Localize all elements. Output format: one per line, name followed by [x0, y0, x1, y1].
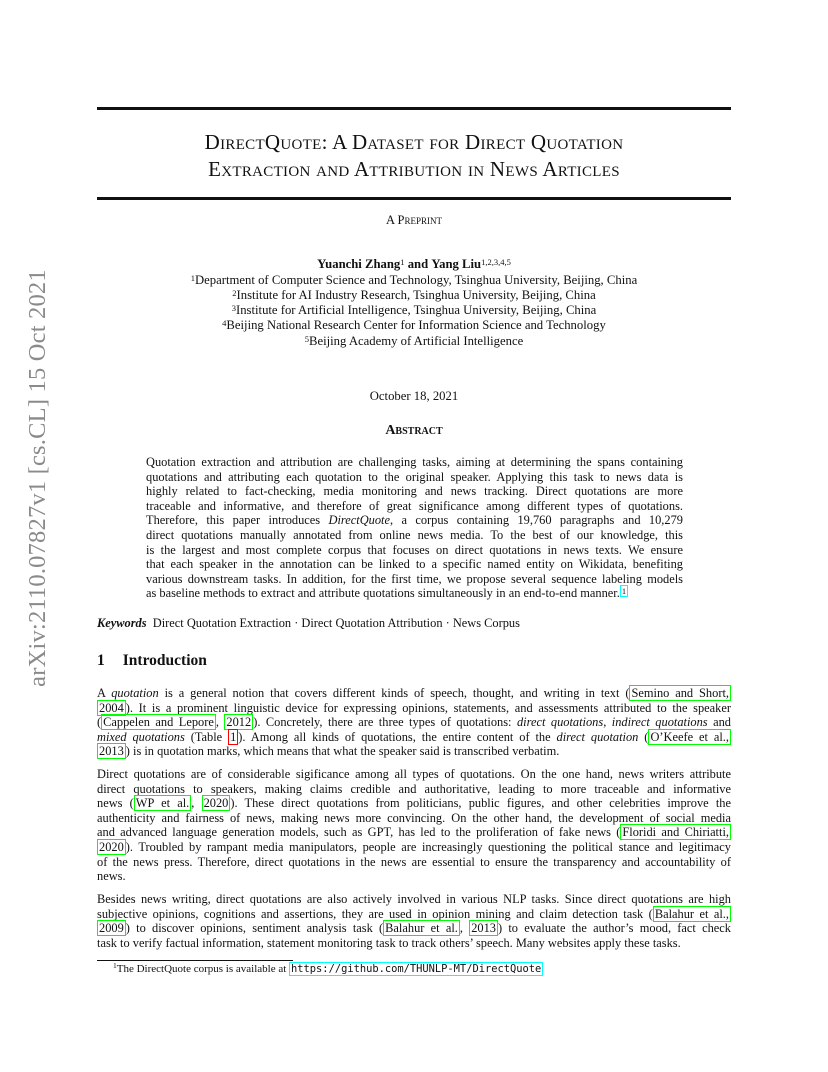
author-1: Yuanchi Zhang: [317, 257, 401, 271]
text: ,: [215, 715, 225, 730]
text: (: [97, 715, 102, 730]
citation-link[interactable]: 2004: [99, 700, 124, 715]
emphasis: indirect quotations: [611, 715, 708, 730]
abstract-line: [146, 513, 683, 528]
text: ,: [191, 796, 202, 811]
text: ). It is a prominent linguistic device for expressing opinions, statements, and assessments attributed to the speaker: [125, 700, 731, 715]
abstract-body: [146, 455, 683, 601]
abstract-line: that each speaker in the annotation can be linked to a specific named entity on Wikidata, benefiting: [146, 557, 683, 572]
abstract-line: traceable and informative, and therefore of great significance among different types of quotations.: [146, 498, 683, 513]
text: ). These direct quotations from politicians, public figures, and other celebrities improve the: [230, 796, 731, 811]
abstract-text: as baseline methods to extract and attribute quotations simultaneously in an end-to-end manner.: [146, 586, 620, 601]
affiliation-3-marker: 3: [231, 303, 236, 313]
text: news (: [97, 796, 134, 811]
affiliation-1: [97, 273, 731, 288]
paragraph-line: [97, 686, 731, 701]
citation-link[interactable]: Semino and Short,: [631, 686, 729, 700]
paper-title-line-2: Extraction and Attribution in News Articles: [208, 157, 620, 181]
paragraph-line: Besides news writing, direct quotations are also actively involved in various NLP tasks. Since direct quotations are high: [97, 892, 731, 906]
paragraph-line: [97, 701, 731, 716]
keywords-text: Direct Quotation Extraction · Direct Quotation Attribution · News Corpus: [152, 616, 520, 630]
affiliation-1-text: Department of Computer Science and Technology, Tsinghua University, Beijing, China: [195, 273, 638, 287]
affiliation-4: [97, 318, 731, 333]
text: (: [638, 729, 649, 744]
emphasis: quotation: [111, 686, 159, 700]
paragraph-2: [97, 767, 731, 884]
author-1-affil: 1: [400, 257, 405, 267]
paragraph-line: [97, 715, 731, 730]
text: (Table: [184, 729, 229, 744]
citation-link[interactable]: WP et al.: [135, 796, 190, 811]
text: ). Concretely, there are three types of quotations:: [253, 715, 517, 730]
keywords-line: [97, 616, 520, 631]
section-title: Introduction: [122, 652, 207, 669]
text: ). Among all kinds of quotations, the entire content of the: [238, 729, 557, 744]
paragraph-line: [97, 921, 731, 936]
text: ) to discover opinions, sentiment analysis task (: [125, 921, 384, 936]
text: ,: [603, 715, 612, 730]
citation-link[interactable]: 2020: [99, 839, 124, 854]
section-heading: [97, 652, 207, 670]
paragraph-line: news.: [97, 869, 126, 884]
abstract-heading: Abstract: [385, 423, 443, 438]
paragraph-3: [97, 892, 731, 950]
text: ) is in quotation marks, which means that what the speaker said is transcribed verbatim.: [125, 744, 560, 759]
abstract-line: direct quotations manually annotated from online news media. To the best of our knowledge, this: [146, 527, 683, 542]
citation-link[interactable]: Balahur et al.,: [654, 906, 729, 921]
paper-title-line-1: DirectQuote: A Dataset for Direct Quotation: [204, 130, 624, 154]
title-rule-bottom: [97, 197, 731, 200]
affiliation-4-text: Beijing National Research Center for Information Science and Technology: [226, 318, 606, 332]
text: subjective opinions, cognitions and assertions, they are used in opinion mining and claim detection task (: [97, 906, 653, 921]
citation-link[interactable]: 2012: [226, 715, 252, 730]
title-rule-top: [97, 107, 731, 110]
affiliation-5: [97, 334, 731, 349]
emphasis: direct quotations: [516, 715, 604, 730]
preprint-label: A Preprint: [386, 213, 442, 227]
paragraph-1: [97, 686, 731, 759]
affiliation-3: [97, 303, 731, 318]
author-line: [97, 257, 731, 272]
paragraph-line: [97, 744, 731, 759]
paragraph-line: [97, 796, 731, 811]
arxiv-identifier: arXiv:2110.07827v1 [cs.CL] 15 Oct 2021: [24, 269, 51, 687]
corpus-name: DirectQuote: [328, 513, 390, 528]
text: and advanced language generation models, such as GPT, has led to the proliferation of fake news (: [97, 825, 621, 840]
citation-link[interactable]: 2009: [99, 921, 124, 936]
paragraph-line: [97, 825, 731, 840]
affiliation-4-marker: 4: [222, 318, 227, 328]
footnote-link[interactable]: 1: [621, 586, 627, 597]
text: and: [707, 715, 731, 730]
author-2: Yang Liu: [431, 257, 482, 271]
footnote-divider: [97, 960, 293, 961]
publication-date: October 18, 2021: [369, 389, 459, 403]
paragraph-line: authenticity and fairness of news, making news more convincing. On the other hand, the development of social media: [97, 810, 731, 825]
text: A: [97, 686, 112, 700]
affiliation-1-marker: 1: [190, 273, 196, 283]
text: ,: [459, 921, 470, 936]
author-2-affil: 1,2,3,4,5: [481, 257, 511, 267]
table-reference-link[interactable]: 1: [230, 729, 237, 744]
abstract-line: quotations and attributing each quotation to the original speaker. Applying this task to news data is: [146, 469, 683, 484]
text: ) to evaluate the author’s mood, fact check: [497, 921, 731, 936]
citation-link[interactable]: Cappelen and Lepore: [103, 715, 214, 730]
text: ). Troubled by rampant media manipulators, people are increasingly questioning the political stance and legitimacy: [125, 839, 731, 854]
paragraph-line: of the news press. Therefore, direct quotations in the news are essential to ensure the transparency and accountability of: [97, 854, 731, 869]
paragraph-line: [97, 907, 731, 922]
paragraph-line: Direct quotations are of considerable sigificance among all types of quotations. On the one hand, news writers attribute: [97, 767, 731, 781]
section-number: 1: [97, 652, 105, 669]
citation-link[interactable]: Floridi and Chiriatti,: [622, 825, 729, 840]
emphasis: mixed quotations: [97, 729, 185, 744]
affiliation-2: [97, 288, 731, 303]
abstract-text: , a corpus containing 19,760 paragraphs and 10,279: [389, 513, 683, 528]
citation-link[interactable]: 2013: [99, 744, 124, 759]
affiliation-5-marker: 5: [304, 334, 310, 344]
footnote-text: The DirectQuote corpus is available at: [116, 963, 290, 975]
abstract-line: various downstream tasks. In addition, for the first time, we propose several sequence labeling models: [146, 571, 683, 586]
affiliation-3-text: Institute for Artificial Intelligence, Tsinghua University, Beijing, China: [235, 303, 597, 317]
abstract-line: highly related to fact-checking, media monitoring and news tracking. Direct quotations are more: [146, 484, 683, 499]
paragraph-line: [97, 840, 731, 855]
author-conj: and: [407, 257, 429, 271]
abstract-text: Therefore, this paper introduces: [146, 513, 329, 528]
footnote-number: 1: [113, 961, 117, 970]
emphasis: direct quotation: [556, 729, 639, 744]
footnote: [113, 963, 543, 975]
keywords-label: Keywords: [97, 616, 147, 630]
citation-link[interactable]: O’Keefe et al.,: [650, 729, 729, 744]
citation-link[interactable]: 2020: [203, 796, 229, 811]
arxiv-watermark: [0, 0, 76, 1072]
corpus-url-link[interactable]: https://github.com/THUNLP-MT/DirectQuote: [291, 963, 542, 975]
affiliation-2-marker: 2: [232, 288, 237, 298]
paragraph-line: task to verify factual information, statement monitoring task to track others’ speech. Many websites apply these tasks.: [97, 935, 681, 950]
abstract-line: [146, 586, 683, 601]
abstract-line: Quotation extraction and attribution are challenging tasks, aiming at determining the spans containing: [146, 455, 683, 469]
affiliation-2-text: Institute for AI Industry Research, Tsinghua University, Beijing, China: [236, 288, 596, 302]
paragraph-line: [97, 730, 731, 745]
citation-link[interactable]: Balahur et al.: [385, 921, 458, 936]
text: is a general notion that covers different kinds of speech, thought, and writing in text (: [158, 686, 630, 700]
paragraph-line: direct quotations to speakers, making claims credible and authoritative, leading to more traceable and informative: [97, 781, 731, 796]
citation-link[interactable]: 2013: [471, 921, 496, 936]
affiliation-5-text: Beijing Academy of Artificial Intelligence: [309, 334, 524, 348]
abstract-line: is the largest and most complete corpus that focuses on direct quotations in news texts. We ensure: [146, 542, 683, 557]
